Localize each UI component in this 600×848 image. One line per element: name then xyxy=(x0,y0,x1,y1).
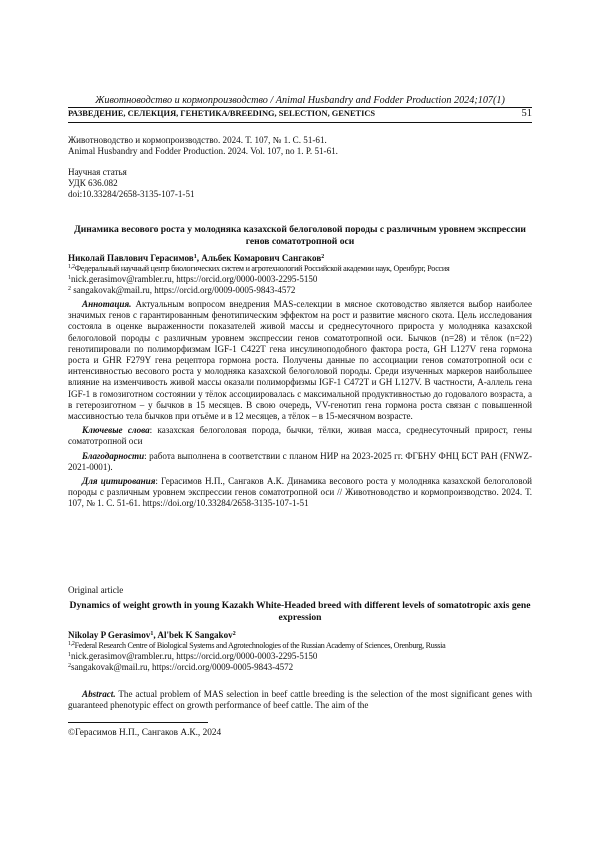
doi: doi:10.33284/2658-3135-107-1-51 xyxy=(68,189,195,199)
author-2-sup: 2 xyxy=(321,254,325,260)
email-1-sup: 1 xyxy=(68,275,71,281)
affiliation-ru xyxy=(68,264,532,273)
email-1-link[interactable]: nick.gerasimov@rambler.ru, https://orcid.org/0000-0003-2295-5150 xyxy=(71,274,318,284)
author-separator: , xyxy=(196,253,202,263)
article-title-ru: Динамика весового роста у молодняка казахской белоголовой породы с различным уровнем экспрессии генов соматотропной оси xyxy=(74,224,526,247)
affiliation-en xyxy=(68,641,532,650)
acknowledgements-text: : работа выполнена в соответствии с планом НИР на 2023-2025 гг. ФГБНУ ФНЦ БСТ РАН (FNWZ-2021-0001). xyxy=(68,450,532,472)
header-rule-bottom xyxy=(68,122,532,123)
author-1-contact xyxy=(68,274,532,284)
how-to-cite-label: Для цитирования xyxy=(82,476,156,487)
affiliation-sup-en: 1,2 xyxy=(68,641,75,647)
abstract-en xyxy=(68,689,532,711)
affiliation-sup: 1,2 xyxy=(68,264,75,270)
abstract-label: Аннотация. xyxy=(82,299,132,309)
author-separator-en: , xyxy=(153,630,158,640)
how-to-cite-text: : Герасимов Н.П., Сангаков А.К. Динамика весового роста у молодняка казахской белоголовой породы с различным уровнем экспрессии генов соматотропной оси // Животноводство и кормопроизводство. 2024. Т. 107, № 1. С. 51-61. https://doi.org/10.33284/2658-3135-107-1-51 xyxy=(68,476,532,509)
author-1-sup-en: 1 xyxy=(150,631,154,637)
article-type: Научная статья xyxy=(68,167,127,177)
author-1-sup: 1 xyxy=(193,254,197,260)
author-2-contact-en xyxy=(68,662,532,672)
keywords-text: : казахская белоголовая порода, бычки, тёлки, живая масса, среднесуточный прирост, гены соматотропной оси xyxy=(68,425,532,447)
running-header-journal: Животноводство и кормопроизводство / Animal Husbandry and Fodder Production 2024;107(1) xyxy=(95,95,505,106)
author-2-sup-en: 2 xyxy=(232,631,236,637)
abstract-paragraph-en xyxy=(68,689,532,711)
email-2-sup-en: 2 xyxy=(68,663,71,669)
author-2-name-en: Al'bek K Sangakov xyxy=(157,630,233,640)
udc-code: УДК 636.082 xyxy=(68,178,118,188)
abstract-text: Актуальным вопросом внедрения MAS-селекции в мясное скотоводство является выбор наиболее значимых генов с гарантированным фенотипическим эффектом на рост и развитие мясного скота. Цель исследования состояла в оценке выраженности показателей живой массы и среднесуточного прироста у молодняка казахской белоголовой породы с различным уровнем экспрессии генов соматотропной оси. Бычков (n=28) и тёлок (n=22) генотипировали по полиморфизмам IGF-1 C422T гена инсулиноподобного фактора роста, GH L127V гена гормона роста и GHR F279Y гена рецептора гормона роста. Получены данные по ассоциации генов соматотропной оси с интенсивностью весового роста у молодняка казахской белоголовой породы. Среди изученных маркеров наибольшее влияние на изменчивость живой массы оказали полиморфизмы IGF-1 C472T и GH L127V. В частности, А-аллель гена IGF-1 в гомозиготном состоянии у тёлок ассоциировалась с максимальной продуктивностью до годовалого возраста, а в гетерозиготном – у бычков в 15 месяцев. В свою очередь, VV-генотип гена гормона роста связан с повышенной массивностью тела бычков при отъёме и в 12 месяцев, а тёлок – в 15-месячном возрасте. xyxy=(68,299,532,422)
author-1-name-en: Nikolay P Gerasimov xyxy=(68,630,151,640)
authors-en xyxy=(68,630,532,640)
abstract-label-en: Abstract. xyxy=(82,689,116,699)
keywords-label: Ключевые слова xyxy=(82,425,150,436)
email-1-sup-en: 1 xyxy=(68,652,71,658)
acknowledgements-label: Благодарности xyxy=(82,450,145,461)
keywords-paragraph xyxy=(68,425,532,447)
email-2-link[interactable]: sangakovak@mail.ru, https://orcid.org/0009-0005-9843-4572 xyxy=(71,285,296,295)
email-2-sup: 2 xyxy=(68,286,71,292)
author-2-name: Альбек Комарович Сангаков xyxy=(201,253,322,263)
citation-block xyxy=(68,135,532,157)
authors-block-en xyxy=(68,630,532,672)
author-1-contact-en xyxy=(68,651,532,661)
author-2-contact xyxy=(68,285,532,295)
copyright-footnote: ©Герасимов Н.П., Сангаков А.К., 2024 xyxy=(68,728,222,738)
page-number: 51 xyxy=(521,108,532,119)
abstract-ru xyxy=(68,299,532,510)
article-title-en: Dynamics of weight growth in young Kazakh White-Headed breed with different levels of somatotropic axis gene expression xyxy=(69,600,531,623)
author-1-name: Николай Павлович Герасимов xyxy=(68,253,194,263)
abstract-text-en: The actual problem of MAS selection in beef cattle breeding is the selection of the most significant genes with guaranteed phenotypic effect on growth performance of beef cattle. The aim of the xyxy=(68,689,532,711)
footnote-rule xyxy=(68,722,208,723)
article-type-en: Original article xyxy=(68,585,124,595)
header-rule xyxy=(68,107,532,108)
acknowledgements-paragraph xyxy=(68,451,532,473)
affiliation-text-en: Federal Research Centre of Biological Systems and Agrotechnologies of the Russian Academy of Sciences, Orenburg, Russia xyxy=(74,641,446,650)
citation-en: Animal Husbandry and Fodder Production. 2024. Vol. 107, no 1. P. 51-61. xyxy=(68,146,338,156)
abstract-paragraph xyxy=(68,299,532,422)
email-1-link-en[interactable]: nick.gerasimov@rambler.ru, https://orcid.org/0000-0003-2295-5150 xyxy=(71,651,318,661)
how-to-cite-paragraph xyxy=(68,476,532,510)
article-meta xyxy=(68,167,532,200)
running-header-section: РАЗВЕДЕНИЕ, СЕЛЕКЦИЯ, ГЕНЕТИКА/BREEDING, SELECTION, GENETICS xyxy=(68,109,376,118)
citation-ru: Животноводство и кормопроизводство. 2024. Т. 107, № 1. С. 51-61. xyxy=(68,135,327,145)
authors-block-ru xyxy=(68,253,532,295)
authors-ru xyxy=(68,253,532,263)
email-2-link-en[interactable]: sangakovak@mail.ru, https://orcid.org/0009-0005-9843-4572 xyxy=(71,662,294,672)
affiliation-text: Федеральный научный центр биологических систем и агротехнологий Российской академии наук, Оренбург, Россия xyxy=(74,264,450,273)
